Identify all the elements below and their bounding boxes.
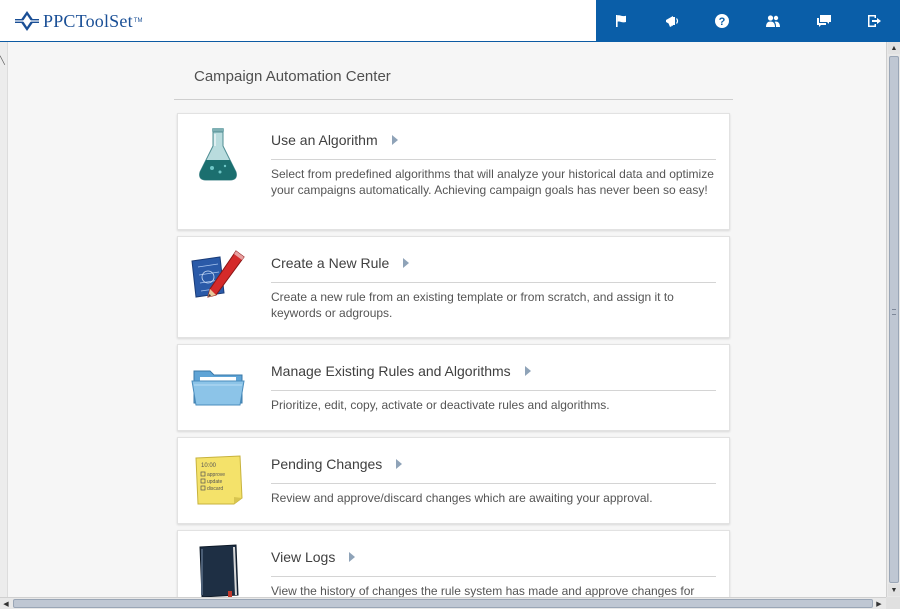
left-collapse-strip[interactable] [0, 42, 8, 597]
nav-help-button[interactable] [697, 0, 748, 42]
logout-icon [866, 13, 882, 29]
arrow-right-icon [396, 459, 402, 469]
scrollbar-corner [886, 597, 900, 609]
scroll-right-button[interactable]: ▶ [876, 600, 882, 608]
nav-announcements-button[interactable] [647, 0, 698, 42]
nav-flag-button[interactable] [596, 0, 647, 42]
card-view-logs[interactable] [177, 530, 730, 597]
page-title: Campaign Automation Center [194, 68, 391, 85]
card-divider [271, 576, 716, 577]
nav-chat-button[interactable] [798, 0, 849, 42]
arrow-right-icon [392, 135, 398, 145]
card-manage-rules[interactable] [177, 344, 730, 431]
card-divider [271, 282, 716, 283]
vertical-scrollbar[interactable] [886, 42, 900, 597]
card-title-text: Create a New Rule [271, 255, 390, 271]
card-description: Create a new rule from an existing template or from scratch, and assign it to keywords or adgroups. [271, 290, 674, 320]
card-title-text: View Logs [271, 549, 336, 565]
arrow-right-icon [525, 366, 531, 376]
scroll-up-button[interactable]: ▲ [888, 42, 900, 54]
card-divider [271, 159, 716, 160]
arrow-right-icon [403, 258, 409, 268]
card-title-text: Use an Algorithm [271, 132, 378, 148]
card-title[interactable] [271, 132, 398, 148]
nav-logout-button[interactable] [849, 0, 900, 42]
scroll-down-button[interactable]: ▼ [888, 584, 900, 596]
logo-text: PPCToolSet [43, 10, 133, 31]
card-use-algorithm[interactable] [177, 113, 730, 230]
card-title[interactable] [271, 456, 402, 472]
card-title-text: Manage Existing Rules and Algorithms [271, 363, 511, 379]
card-title[interactable] [271, 255, 409, 271]
card-description: View the history of changes the rule system has made and approve changes for [271, 584, 695, 597]
collapse-chevron-icon[interactable]: ╲ [0, 56, 5, 65]
svg-text:?: ? [719, 16, 726, 28]
card-create-rule[interactable] [177, 236, 730, 338]
chat-icon [816, 13, 832, 29]
horizontal-scrollbar[interactable] [0, 597, 886, 609]
note-line-update: update [207, 479, 223, 485]
card-description: Select from predefined algorithms that will analyze your historical data and optimize your campaigns automatically. Achieving campaign goals has never been so easy! [271, 167, 714, 197]
note-line-discard: discard [207, 486, 224, 492]
help-icon [714, 13, 730, 29]
card-title[interactable] [271, 549, 355, 565]
logo-trademark: TM [133, 18, 143, 24]
users-icon [765, 13, 781, 29]
sticky-note-icon [190, 452, 246, 508]
note-line-approve: approve [207, 472, 226, 478]
scroll-left-button[interactable]: ◀ [3, 600, 9, 608]
horizontal-scroll-thumb[interactable] [13, 599, 873, 608]
top-nav [596, 0, 900, 42]
main-content [8, 42, 886, 597]
logbook-icon [190, 543, 246, 597]
card-divider [271, 483, 716, 484]
folder-icon [190, 359, 246, 415]
arrow-right-icon [349, 552, 355, 562]
scroll-grip-icon [892, 309, 896, 315]
logo[interactable] [14, 9, 142, 33]
card-divider [271, 390, 716, 391]
vertical-scroll-thumb[interactable] [889, 56, 899, 583]
megaphone-icon [664, 13, 680, 29]
title-divider [174, 99, 733, 100]
logo-mark-icon [14, 10, 40, 32]
card-description: Review and approve/discard changes which are awaiting your approval. [271, 491, 653, 505]
note-time: 10:00 [201, 463, 217, 469]
card-pending-changes[interactable] [177, 437, 730, 524]
nav-users-button[interactable] [748, 0, 799, 42]
card-description: Prioritize, edit, copy, activate or deactivate rules and algorithms. [271, 398, 610, 412]
card-title[interactable] [271, 363, 531, 379]
blueprint-pencil-icon [190, 249, 246, 305]
top-bar [0, 0, 900, 42]
flag-icon [613, 13, 629, 29]
card-title-text: Pending Changes [271, 456, 383, 472]
flask-icon [190, 126, 246, 182]
